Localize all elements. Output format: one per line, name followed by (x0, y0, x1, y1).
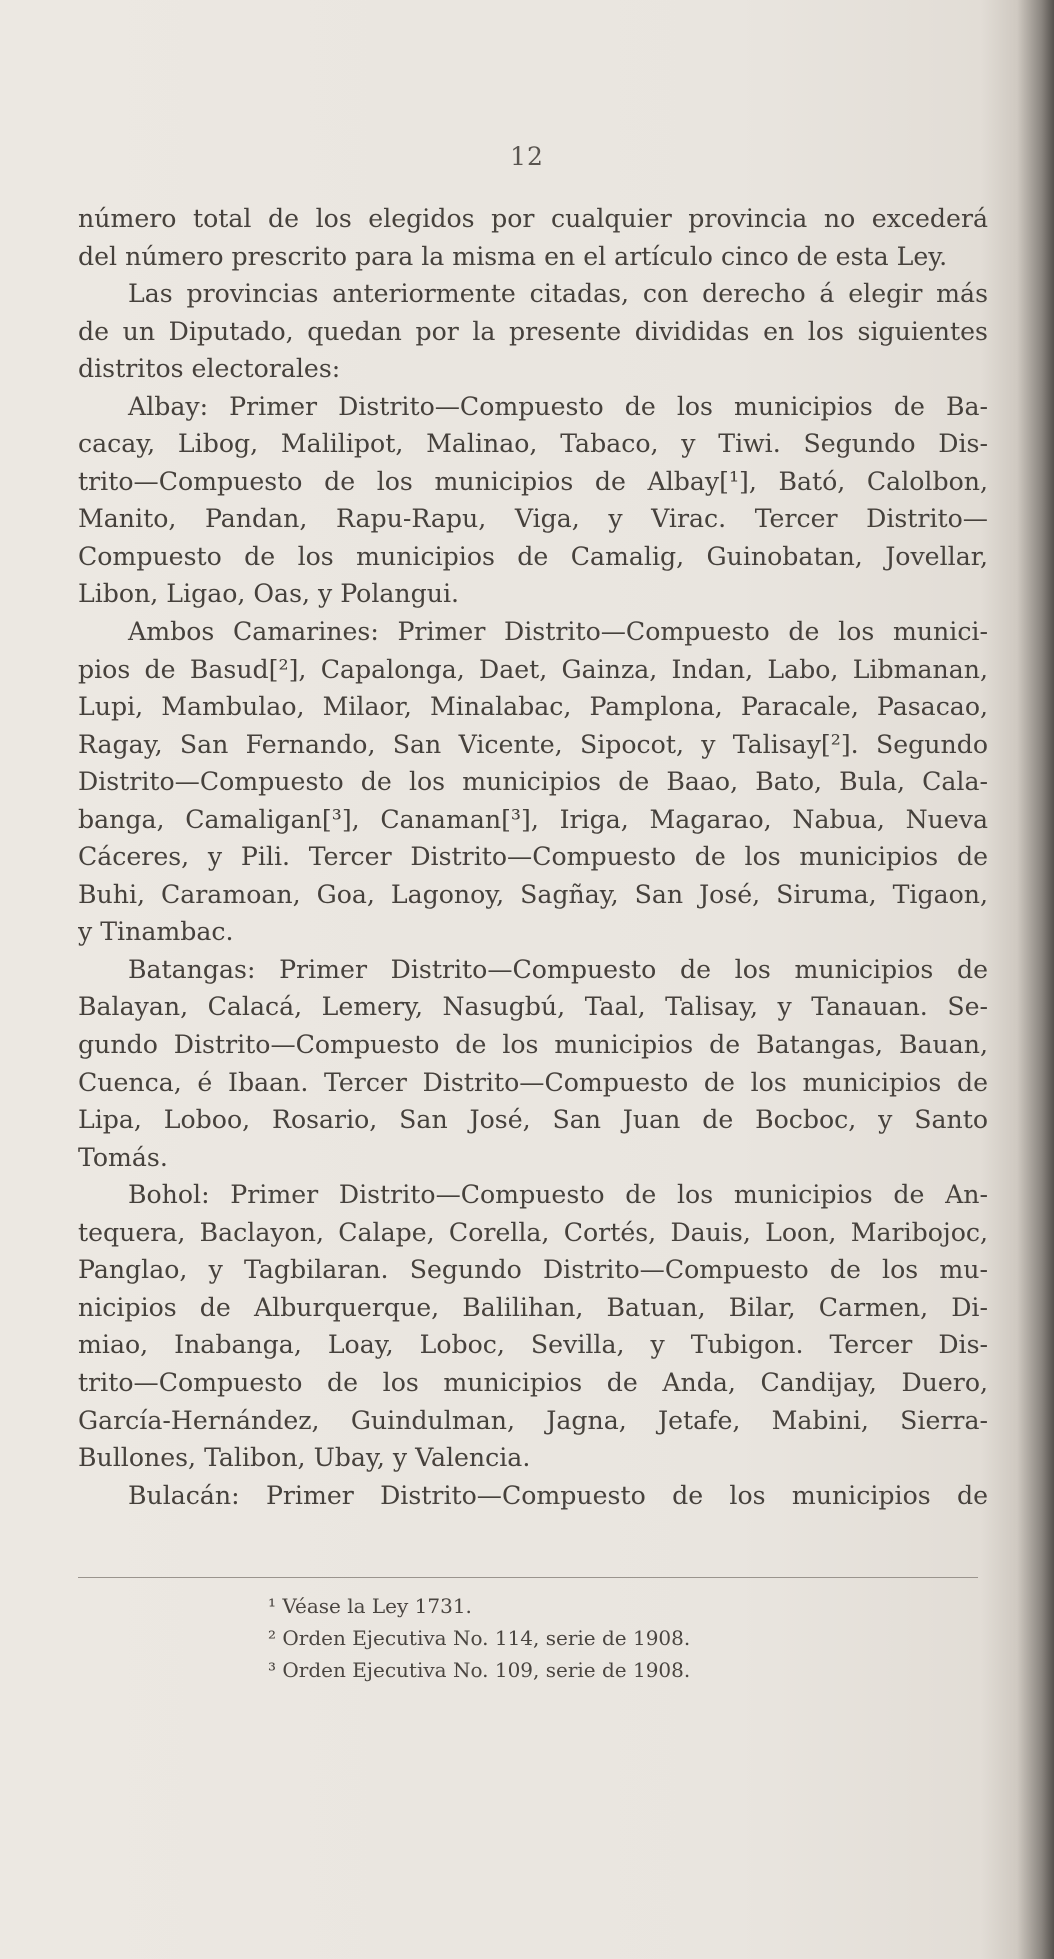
text-line: miao, Inabanga, Loay, Loboc, Sevilla, y Tubigon. Tercer Dis- (78, 1330, 988, 1360)
text-line: Balayan, Calacá, Lemery, Nasugbú, Taal, Talisay, y Tanauan. Se- (78, 992, 988, 1022)
text-line: banga, Camaligan[³], Canaman[³], Iriga, Magarao, Nabua, Nueva (78, 804, 988, 834)
text-line: Lupi, Mambulao, Milaor, Minalabac, Pamplona, Paracale, Pasacao, (78, 692, 988, 722)
text-line: Lipa, Loboo, Rosario, San José, San Juan de Bocboc, y Santo (78, 1105, 988, 1135)
text-line: Las provincias anteriormente citadas, con derecho á elegir más (128, 279, 988, 309)
body-text (78, 200, 988, 1514)
text-line: tequera, Baclayon, Calape, Corella, Cortés, Dauis, Loon, Maribojoc, (78, 1217, 988, 1247)
footnote: ¹ Véase la Ley 1731. (268, 1594, 472, 1618)
text-line: nicipios de Alburquerque, Balilihan, Batuan, Bilar, Carmen, Di- (78, 1292, 988, 1322)
text-line: Bulacán: Primer Distrito—Compuesto de los municipios de (128, 1480, 988, 1510)
text-line: distritos electorales: (78, 354, 341, 384)
text-line: y Tinambac. (78, 917, 234, 947)
text-line: Distrito—Compuesto de los municipios de Baao, Bato, Bula, Cala- (78, 767, 988, 797)
text-line: Panglao, y Tagbilaran. Segundo Distrito—Compuesto de los mu- (78, 1255, 988, 1285)
text-line: Libon, Ligao, Oas, y Polangui. (78, 579, 460, 609)
footnotes (268, 1590, 868, 1686)
text-line: trito—Compuesto de los municipios de Albay[¹], Bató, Calolbon, (78, 466, 988, 496)
text-line: García-Hernández, Guindulman, Jagna, Jetafe, Mabini, Sierra- (78, 1405, 988, 1435)
text-line: Batangas: Primer Distrito—Compuesto de los municipios de (128, 954, 988, 984)
footnote: ³ Orden Ejecutiva No. 109, serie de 1908. (268, 1658, 691, 1682)
text-line: Bohol: Primer Distrito—Compuesto de los municipios de An- (128, 1180, 988, 1210)
text-line: Ragay, San Fernando, San Vicente, Sipocot, y Talisay[²]. Segundo (78, 729, 988, 759)
text-line: trito—Compuesto de los municipios de Anda, Candijay, Duero, (78, 1367, 988, 1397)
text-line: Cuenca, é Ibaan. Tercer Distrito—Compuesto de los municipios de (78, 1067, 988, 1097)
text-line: gundo Distrito—Compuesto de los municipios de Batangas, Bauan, (78, 1030, 988, 1060)
page-number: 12 (510, 142, 544, 171)
text-line: Buhi, Caramoan, Goa, Lagonoy, Sagñay, San José, Siruma, Tigaon, (78, 879, 988, 909)
text-line: de un Diputado, quedan por la presente divididas en los siguientes (78, 316, 988, 346)
footnote: ² Orden Ejecutiva No. 114, serie de 1908. (268, 1626, 691, 1650)
footnote-divider (78, 1577, 978, 1578)
text-line: Tomás. (78, 1142, 168, 1172)
text-line: Cáceres, y Pili. Tercer Distrito—Compuesto de los municipios de (78, 842, 988, 872)
text-line: cacay, Libog, Malilipot, Malinao, Tabaco, y Tiwi. Segundo Dis- (78, 429, 988, 459)
text-line: Compuesto de los municipios de Camalig, Guinobatan, Jovellar, (78, 541, 988, 571)
text-line: Bullones, Talibon, Ubay, y Valencia. (78, 1443, 531, 1473)
text-line: número total de los elegidos por cualquier provincia no excederá (78, 204, 988, 233)
text-line: Manito, Pandan, Rapu-Rapu, Viga, y Virac. Tercer Distrito— (78, 504, 988, 534)
text-line: Albay: Primer Distrito—Compuesto de los municipios de Ba- (128, 391, 988, 421)
text-line: del número prescrito para la misma en el artículo cinco de esta Ley. (78, 241, 948, 271)
text-line: pios de Basud[²], Capalonga, Daet, Gainza, Indan, Labo, Libmanan, (78, 654, 988, 684)
text-line: Ambos Camarines: Primer Distrito—Compuesto de los munici- (128, 617, 988, 647)
